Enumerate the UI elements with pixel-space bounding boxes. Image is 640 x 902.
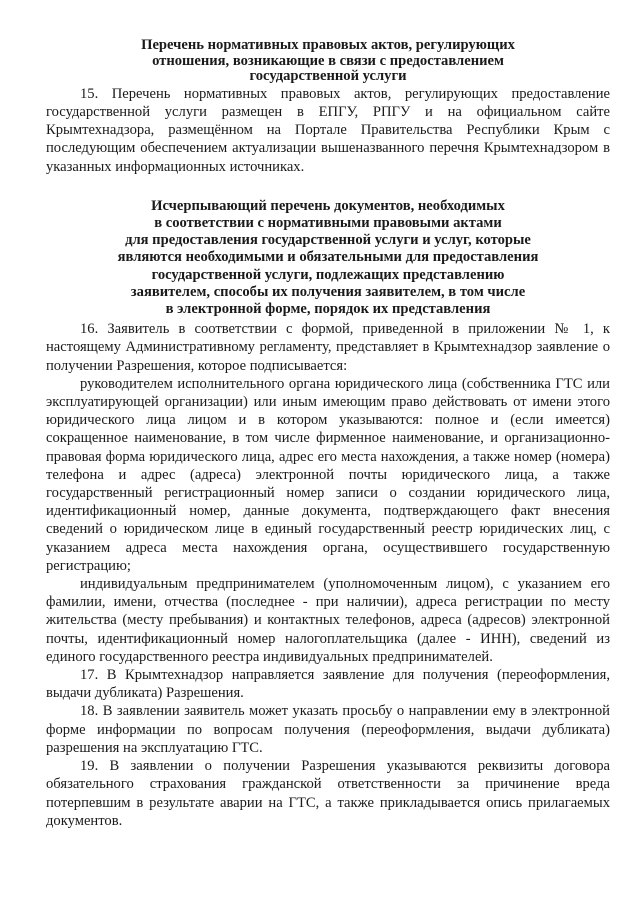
paragraph-19: 19. В заявлении о получении Разрешения указываются реквизиты договора обязательного страхования гражданской ответственности за причинение вреда потерпевшим в результате аварии на ГТС, а также прикладывается опись прилагаемых документов. — [46, 758, 610, 829]
section-1-title — [46, 38, 610, 85]
section-2-title — [46, 198, 610, 318]
section-2-title-line: в электронной форме, порядок их представления — [165, 301, 491, 318]
section-2-title-line: являются необходимыми и обязательными для предоставления — [117, 249, 539, 266]
paragraph-17: 17. В Крымтехнадзор направляется заявление для получения (переоформления, выдачи дубликата) Разрешения. — [46, 667, 610, 702]
section-1-title-line: Перечень нормативных правовых актов, регулирующих — [141, 37, 515, 53]
paragraph-18: 18. В заявлении заявитель может указать просьбу о направлении ему в электронной форме информации по вопросам получения (переоформления, выдачи дубликата) разрешения на эксплуатацию ГТС. — [46, 703, 610, 756]
section-2-title-line: заявителем, способы их получения заявителем, в том числе — [130, 283, 526, 300]
section-1-title-line: отношения, возникающие в связи с предоставлением — [152, 52, 504, 69]
paragraph-15: 15. Перечень нормативных правовых актов, регулирующих предоставление государственной услуги размещен в ЕПГУ, РПГУ и на официальном сайте Крымтехнадзора, размещённом на Портале Правительства Республики Крым с последующим обеспечением актуализации вышеназванного перечня Крымтехнадзором в указанных информационных источниках. — [46, 85, 610, 175]
paragraph-16: 16. Заявитель в соответствии с формой, приведенной в приложении № 1, к настоящему Административному регламенту, представляет в Крымтехнадзор заявление о получении Разрешения, которое подписывается: — [46, 321, 610, 374]
section-2-title-line: Исчерпывающий перечень документов, необходимых — [151, 197, 505, 214]
section-2-title-line: в соответствии с нормативными правовыми актами — [154, 215, 502, 231]
section-2-title-line: для предоставления государственной услуги и услуг, которые — [125, 232, 531, 249]
paragraph-16-individual: индивидуальным предпринимателем (уполномоченным лицом), с указанием его фамилии, имени, отчества (последнее - при наличии), адреса регистрации по месту жительства (месту пребывания) и контактных телефонов, адреса (адресов) электронной почты, идентификационный номер налогоплательщика (далее - ИНН), сведений из единого государственного реестра индивидуальных предпринимателей. — [46, 576, 610, 665]
section-2-title-line: государственной услуги, подлежащих представлению — [151, 266, 505, 283]
paragraph-16-legal-entity: руководителем исполнительного органа юридического лица (собственника ГТС или эксплуатирующей организации) или иным имеющим право действовать от имени этого юридического лица лицом и в котором указываются: полное и (если имеется) сокращенное наименование, в том числе фирменное наименование, и организационно-правовая форма юридического лица, адрес его места нахождения, а также номер (номера) телефона и адрес (адреса) электронной почты юридического лица, а также государственный регистрационный номер записи о создании юридического лица, идентификационный номер, данные документа, подтверждающего факт внесения сведений о юридическом лице в единый государственный реестр юридических лиц, с указанием адреса места нахождения органа, осуществившего государственную регистрацию; — [46, 375, 610, 574]
section-1-title-line: государственной услуги — [249, 68, 407, 85]
